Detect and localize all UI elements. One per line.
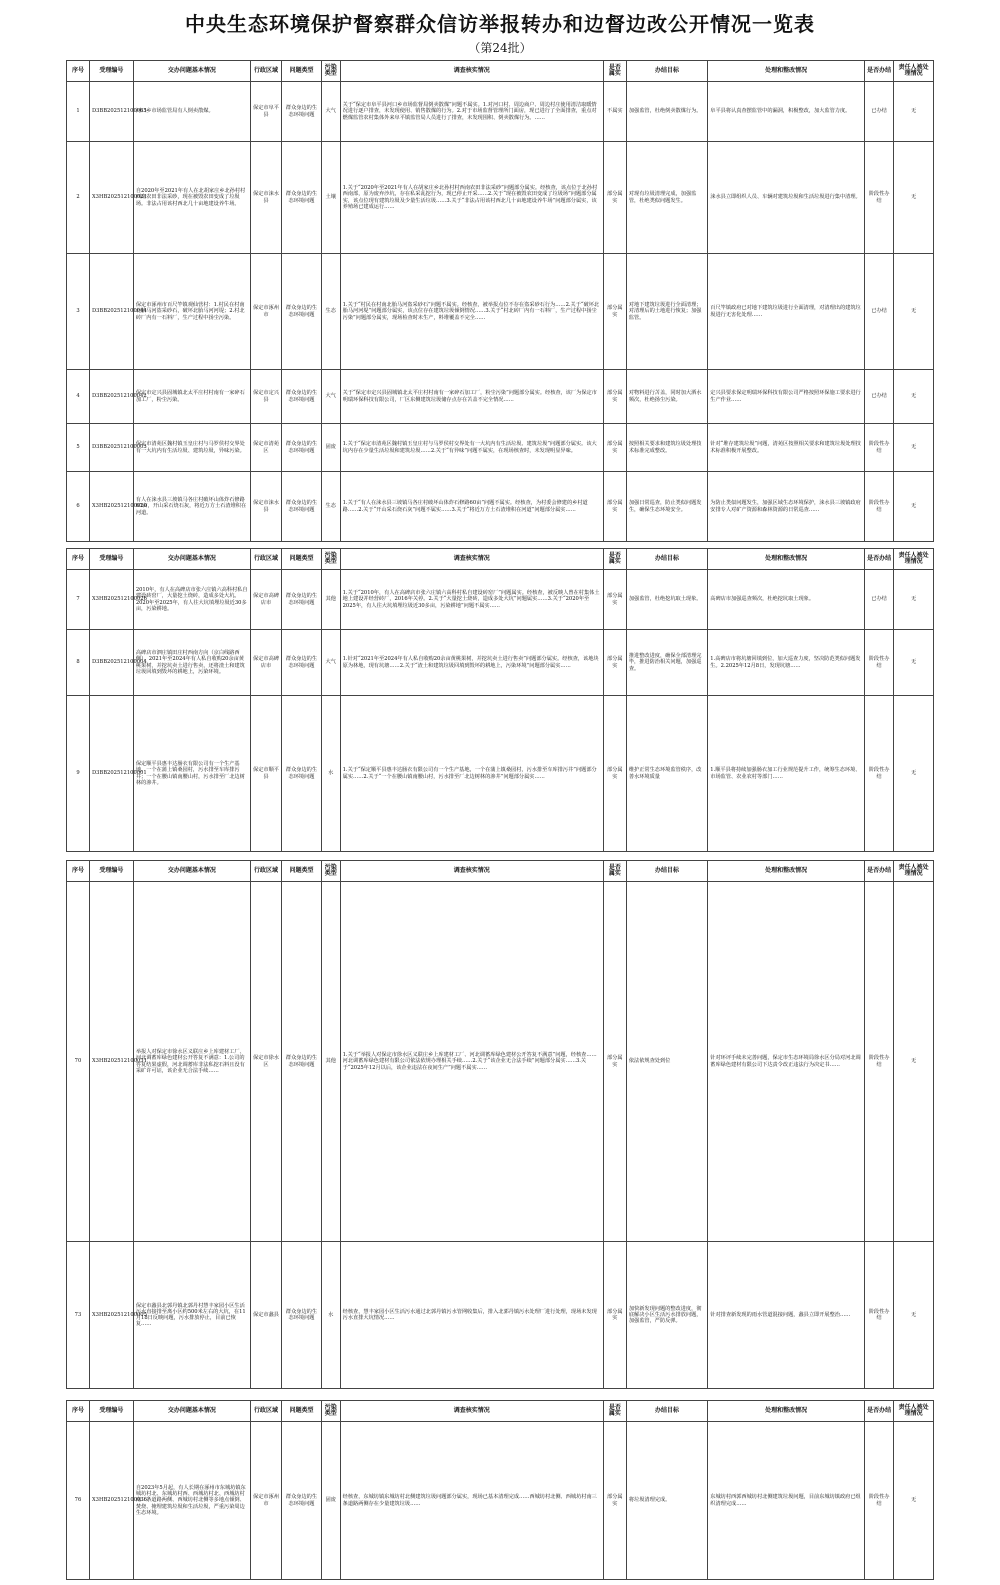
cell-type: 群众身边的生态环境问题 [282,1422,322,1580]
column-header: 是否属实 [603,61,626,82]
column-header: 责任人被处理情况 [894,61,934,82]
column-header: 序号 [67,1401,90,1422]
column-header: 责任人被处理情况 [894,1401,934,1422]
cell-basic: 举报人对保定市徐水区义联庄乡上库建材工厂、河北调蓄库绿色建材公开答复不满意：1.公司的答复结果虚假，河北调蓄库非法私挖石料且没有采矿许可证，该企业无合法手续…… [133,882,250,1242]
cell-true: 部分属实 [603,1422,626,1580]
cell-done: 阶段性办结 [864,696,893,852]
cell-no: 1 [67,82,90,142]
table-block-1 [66,60,934,538]
cell-id: X3HB202512100020 [89,472,133,542]
table-block-2 [66,548,934,848]
cell-basic: 有人在涞水县三坡镇马各庄村破坏山体炸石修路60亩，开山采石烧石灰，将近万方土石渣堆积在河道。 [133,472,250,542]
cell-no: 6 [67,472,90,542]
column-header: 问题类型 [282,549,322,570]
cell-type: 群众身边的生态环境问题 [282,142,322,254]
column-header: 调查核实情况 [340,61,603,82]
table-block-3 [66,860,934,1385]
cell-invest: 1.关于“有人在涞水县三坡镇马各庄村破坏山体炸石修路60亩”问题不属实。经核查，为村委会修建的乡村道路……2.关于“开山采石烧石灰”问题不属实……3.关于“将近万方土石渣堆积在河道”问题部分属实…… [340,472,603,542]
disclosure-table [66,60,934,542]
cell-id: X3HB202512100005 [89,1242,133,1389]
column-header: 是否属实 [603,1401,626,1422]
cell-region: 保定市涞水县 [250,142,281,254]
cell-handle: 1.顺平县将持续加强肠衣加工行业规范提升工作，统筹生态环境、市场监管、农业农村等部门…… [708,696,865,852]
cell-type: 群众身边的生态环境问题 [282,696,322,852]
cell-pol: 生态 [321,472,340,542]
cell-invest: 1.关于“2020年至2021年有人在胡家庄乡北孙村村西南农田非法采砂”问题部分属实。经核查，该点位于北孙村西南部，原为废弃沙坑，存在私采乱挖行为，现已停止开采……2.关于“现在被毁农田变成了垃圾场”问题部分属实，该点位现有建筑垃圾及少量生活垃圾……3.关于“非法占用该村西北几十亩地建设养牛场”问题部分属实，该养殖场已建成运行…… [340,142,603,254]
cell-region: 保定市涿州市 [250,1422,281,1580]
table-row [67,254,934,370]
cell-basic: 保定市清苑区魏村镇玉皇庄村与马罗侯村交界处有一大坑内有生活垃圾、建筑垃圾，异味污染。 [133,424,250,472]
column-header: 办结目标 [626,549,707,570]
cell-pol: 大气 [321,370,340,424]
cell-handle: 针对“堆存建筑垃圾”问题，清苑区按照相关要求和建筑垃圾处理技术标准积极开展整改。 [708,424,865,472]
cell-resp: 无 [894,1242,934,1389]
cell-basic: 河口乡市场监管局有人倒卖散煤。 [133,82,250,142]
cell-id: X3HB202512100031 [89,882,133,1242]
cell-pol: 水 [321,696,340,852]
cell-invest: 1.关于“2010年，有人在高碑店市张六庄镇六高科村私自建设砖窑厂”问题属实。经核查，被反映人曾在村集体土地上建设并经营砖厂，2016年关停。2.关于“大量挖土烧砖，造成多处大坑”问题属实……3.关于“2020年至2025年，有人往大坑填埋垃圾近30多亩，污染耕地”问题不属实…… [340,570,603,630]
cell-goal: 加强日常巡查，防止类似问题发生，确保生态环境安全。 [626,472,707,542]
cell-done: 阶段性办结 [864,1242,893,1389]
cell-type: 群众身边的生态环境问题 [282,882,322,1242]
cell-no: 5 [67,424,90,472]
cell-no: 73 [67,1242,90,1389]
table-row [67,82,934,142]
column-header: 处理和整改情况 [708,1401,865,1422]
table-row [67,630,934,696]
cell-true: 部分属实 [603,882,626,1242]
cell-id: X3HB202512100026 [89,570,133,630]
cell-goal: 按照相关要求和建筑垃圾处理技术标准完成整改。 [626,424,707,472]
cell-basic: 保定顺平县惠丰达肠衣有限公司有一个生产基地，一个在蒲上镇桑园村，污水排至车库排污井；一个在腰山镇南腰山村，污水排至厂北边树林的渗井。 [133,696,250,852]
cell-basic: 2010年，有人在高碑店市张六庄镇六高科村私自建设砖窑厂，大量挖土烧砖，造成多处大坑。2020年至2025年，有人往大坑填埋垃圾近30多亩，污染耕地。 [133,570,250,630]
cell-no: 8 [67,630,90,696]
column-header: 责任人被处理情况 [894,861,934,882]
column-header: 处理和整改情况 [708,861,865,882]
cell-id: D3BB202512100044 [89,254,133,370]
column-header: 交办问题基本情况 [133,549,250,570]
cell-resp: 无 [894,142,934,254]
column-header: 序号 [67,61,90,82]
cell-handle: 百尺竿镇政府已对地下建筑垃圾进行全面清理，对清理出的建筑垃圾进行无害化处理…… [708,254,865,370]
cell-goal: 对现有垃圾清理完成，加强监管，杜绝类似问题发生。 [626,142,707,254]
cell-goal: 将垃圾清理完成。 [626,1422,707,1580]
cell-basic: 高碑店市泗庄镇田庄村西南方向（京白线路西侧），2021年至2024年有人私自收购20余亩黄桃果树，并挖坑卖土进行售卖，还将渣土和建筑垃圾回填到毁坏的耕地上，污染环境。 [133,630,250,696]
cell-basic: 自2023年5月起，有人长期在涿州市东城坊镇东城坊村北、东城坊村西、西城坊村北、西城坊村南三条道路两侧、西城坊村北侧等多地点倾倒、焚烧、掩埋建筑垃圾和生活垃圾，严重污染周边生态环境。 [133,1422,250,1580]
table-header-row [67,861,934,882]
cell-handle: 阜平县将认真查摆监管中的漏洞，积极整改，加大监管力度。 [708,82,865,142]
column-header: 调查核实情况 [340,549,603,570]
cell-handle: 高碑店市加强巡查频次，杜绝挖坑取土现象。 [708,570,865,630]
cell-goal: 对物料进行苫盖，同时加大洒水频次，杜绝扬尘污染。 [626,370,707,424]
cell-region: 保定市阜平县 [250,82,281,142]
cell-done: 已办结 [864,254,893,370]
cell-done: 阶段性办结 [864,472,893,542]
cell-resp: 无 [894,472,934,542]
table-row [67,142,934,254]
cell-true: 部分属实 [603,630,626,696]
column-header: 行政区域 [250,1401,281,1422]
cell-invest: 关于“保定市阜平县河口乡市场监督局倒卖散煤”问题不属实。1.对河口村、周边商户、周边村庄使用清洁取暖情况进行逐户排查，未发现使用、销售散煤的行为。2.对于市场监督管理所门面房，现已进行了全面排查，重点对燃煤监管农村集体外来阜平镇监管局人员进行了排查，未发现囤积、倒卖散煤行为。…… [340,82,603,142]
column-header: 是否属实 [603,549,626,570]
column-header: 行政区域 [250,549,281,570]
cell-no: 7 [67,570,90,630]
cell-goal: 依法依规查处到位 [626,882,707,1242]
cell-pol: 固废 [321,1422,340,1580]
cell-true: 部分属实 [603,370,626,424]
cell-invest: 经核查，慧丰家园小区生活污水通过北郭丹镇污水管网收集后，排入北郭丹镇污水处理厂进行处理，现场未发现污水直排大坑情况…… [340,1242,603,1389]
cell-no: 2 [67,142,90,254]
cell-invest: 1.关于“保定顺平县惠丰达肠衣有限公司有一个生产基地，一个在蒲上镇桑园村，污水排至车库排污井”问题部分属实……2.关于“一个在腰山镇南腰山村，污水排至厂北边树林的渗井”问题部分属实…… [340,696,603,852]
cell-resp: 无 [894,370,934,424]
column-header: 处理和整改情况 [708,549,865,570]
cell-done: 阶段性办结 [864,630,893,696]
column-header: 序号 [67,861,90,882]
cell-pol: 其他 [321,570,340,630]
cell-handle: 针对环评手续未完善问题，保定市生态环境局徐水区分局对河北调蓄库绿色建材有限公司下达责令改正违法行为决定书…… [708,882,865,1242]
table-row [67,1422,934,1580]
cell-done: 已办结 [864,570,893,630]
cell-goal: 加强监管，杜绝倒卖散煤行为。 [626,82,707,142]
cell-handle: 涞水县立即组织人员、车辆对建筑垃圾和生活垃圾进行集中清理。 [708,142,865,254]
cell-true: 部分属实 [603,254,626,370]
page-title: 中央生态环境保护督察群众信访举报转办和边督边改公开情况一览表 [185,12,815,36]
cell-region: 保定市高碑店市 [250,630,281,696]
cell-handle: 东城坊村西郭西城坊村北侧建筑垃圾问题，目前东城坊镇政府已组织清理完成…… [708,1422,865,1580]
cell-done: 阶段性办结 [864,424,893,472]
cell-basic: 自2020年至2021年有人在北胡家庄乡北孙村村西南农田非法采砂，现在被毁农田变成了垃圾场。非法占用该村西北几十亩地建设养牛场。 [133,142,250,254]
cell-resp: 无 [894,570,934,630]
cell-region: 保定市徐水区 [250,882,281,1242]
column-header: 污染类型 [321,861,340,882]
column-header: 是否办结 [864,861,893,882]
cell-id: D3BB202512100003 [89,424,133,472]
cell-no: 4 [67,370,90,424]
cell-handle: 定兴县要求保定明瑞环保科技有限公司严格按照环保施工要求进行生产作业…… [708,370,865,424]
cell-region: 保定市顺平县 [250,696,281,852]
cell-true: 部分属实 [603,472,626,542]
cell-resp: 无 [894,424,934,472]
table-row [67,370,934,424]
cell-true: 部分属实 [603,1242,626,1389]
cell-invest: 1.针对“2021年至2024年有人私自收购20余亩黄桃果树，并挖坑卖土进行售卖”问题部分属实。经核查，该地块原为林地，现有坑塘……2.关于“渣土和建筑垃圾回填到毁坏的耕地上，污染环境”问题部分属实…… [340,630,603,696]
disclosure-table [66,1400,934,1580]
column-header: 交办问题基本情况 [133,1401,250,1422]
cell-no: 76 [67,1422,90,1580]
cell-region: 保定市涞水县 [250,472,281,542]
table-row [67,472,934,542]
page-header [0,8,1000,56]
cell-pol: 土壤 [321,142,340,254]
column-header: 办结目标 [626,861,707,882]
cell-basic: 保定市蠡县北郭丹镇北郭丹村慧丰家园小区生活污水直接排至离小区约500米左右的大坑，在11月18日反映问题，污水排放停止，目前已恢复…… [133,1242,250,1389]
cell-pol: 大气 [321,82,340,142]
cell-type: 群众身边的生态环境问题 [282,424,322,472]
cell-done: 阶段性办结 [864,1422,893,1580]
cell-type: 群众身边的生态环境问题 [282,570,322,630]
cell-pol: 固废 [321,424,340,472]
cell-id: D3BB202512100001 [89,696,133,852]
cell-no: 70 [67,882,90,1242]
cell-id: D3BB202512100004 [89,630,133,696]
table-row [67,1242,934,1389]
cell-type: 群众身边的生态环境问题 [282,472,322,542]
cell-id: D3BB202512100042 [89,370,133,424]
column-header: 问题类型 [282,61,322,82]
cell-type: 群众身边的生态环境问题 [282,254,322,370]
cell-done: 已办结 [864,370,893,424]
cell-region: 保定市高碑店市 [250,570,281,630]
cell-id: D3BB202512100065 [89,82,133,142]
cell-invest: 经核查，东城坊镇东城坊村北侧建筑垃圾问题部分属实，现场已基本清理完成……西城坊村北侧、西城坊村南三条道路两侧存在少量建筑垃圾…… [340,1422,603,1580]
column-header: 受理编号 [89,549,133,570]
column-header: 调查核实情况 [340,1401,603,1422]
cell-handle: 为防止类似问题发生，加强区域生态环境保护，涞水县三坡镇政府安排专人对矿产资源和森林资源的日常巡查…… [708,472,865,542]
cell-invest: 1.关于“保定市清苑区魏村镇玉皇庄村与马罗侯村交界处有一大坑内有生活垃圾、建筑垃圾”问题部分属实。该大坑内存在少量生活垃圾和建筑垃圾……2.关于“有异味”问题不属实，在现场核查时，未发现明显异味。 [340,424,603,472]
cell-true: 部分属实 [603,570,626,630]
table-header-row [67,549,934,570]
table-row [67,570,934,630]
cell-goal: 加快新发现问题的整改进度，彻底解决小区生活污水排放问题，加强监管，严防反弹。 [626,1242,707,1389]
column-header: 办结目标 [626,1401,707,1422]
cell-region: 保定市蠡县 [250,1242,281,1389]
cell-basic: 保定市涿州市百尺竿镇观仙营村：1.村民在村南北胎马河盗采砂石，破坏北胎马河河堤；2.村北砖厂内有一石料厂，生产过程中扬尘污染。 [133,254,250,370]
cell-done: 已办结 [864,82,893,142]
page-subtitle: （第24批） [468,41,532,55]
column-header: 污染类型 [321,61,340,82]
column-header: 污染类型 [321,549,340,570]
cell-region: 保定市定兴县 [250,370,281,424]
column-header: 是否属实 [603,861,626,882]
cell-done: 阶段性办结 [864,882,893,1242]
cell-handle: 针对排查新发现的雨水管道混接问题，蠡县立即开展整治…… [708,1242,865,1389]
cell-type: 群众身边的生态环境问题 [282,630,322,696]
table-header-row [67,1401,934,1422]
column-header: 受理编号 [89,61,133,82]
cell-resp: 无 [894,254,934,370]
cell-resp: 无 [894,82,934,142]
column-header: 行政区域 [250,61,281,82]
column-header: 污染类型 [321,1401,340,1422]
column-header: 责任人被处理情况 [894,549,934,570]
cell-goal: 推进整改进度，确保全部清理完毕，推进防治相关问题，加强巡查。 [626,630,707,696]
cell-true: 部分属实 [603,696,626,852]
cell-goal: 加强监管，杜绝挖坑取土现象。 [626,570,707,630]
table-header-row [67,61,934,82]
cell-invest: 1.关于“举报人对保定市徐水区义联庄乡上库建材工厂、河北调蓄库绿色建材公开答复不满意”问题，经核查……河北调蓄库绿色建材有限公司依法依规办理相关手续……2.关于“该企业无合法手续”问题部分属实……3.关于“2025年12月以后，该企业违法在夜间生产”问题不属实…… [340,882,603,1242]
cell-true: 不属实 [603,82,626,142]
column-header: 交办问题基本情况 [133,861,250,882]
cell-done: 阶段性办结 [864,142,893,254]
table-row [67,882,934,1242]
cell-goal: 对地下建筑垃圾进行全面清理；对清理后的土地进行恢复；加强监管。 [626,254,707,370]
column-header: 行政区域 [250,861,281,882]
cell-type: 群众身边的生态环境问题 [282,82,322,142]
cell-pol: 大气 [321,630,340,696]
cell-type: 群众身边的生态环境问题 [282,370,322,424]
column-header: 处理和整改情况 [708,61,865,82]
cell-id: X3HB202512100021 [89,142,133,254]
disclosure-table [66,548,934,852]
column-header: 是否办结 [864,549,893,570]
cell-handle: 1.高碑店市将坑塘回填到位，加大巡查力度，坚决防范类似问题发生。2.2025年12月8日，发现坑塘…… [708,630,865,696]
cell-pol: 水 [321,1242,340,1389]
cell-resp: 无 [894,696,934,852]
cell-pol: 其他 [321,882,340,1242]
cell-no: 3 [67,254,90,370]
cell-resp: 无 [894,630,934,696]
cell-region: 保定市清苑区 [250,424,281,472]
column-header: 问题类型 [282,861,322,882]
cell-pol: 生态 [321,254,340,370]
cell-true: 部分属实 [603,142,626,254]
table-row [67,424,934,472]
column-header: 问题类型 [282,1401,322,1422]
cell-goal: 维护正常生态环境监管秩序，改善水环境质量 [626,696,707,852]
cell-basic: 保定市定兴县固城镇北太平庄村村南有一家碎石加工厂，粉尘污染。 [133,370,250,424]
column-header: 办结目标 [626,61,707,82]
cell-resp: 无 [894,882,934,1242]
cell-type: 群众身边的生态环境问题 [282,1242,322,1389]
table-block-4 [66,1400,934,1576]
disclosure-table [66,860,934,1389]
column-header: 调查核实情况 [340,861,603,882]
column-header: 受理编号 [89,1401,133,1422]
column-header: 受理编号 [89,861,133,882]
cell-id: X3HB202512100036 [89,1422,133,1580]
cell-resp: 无 [894,1422,934,1580]
cell-no: 9 [67,696,90,852]
cell-invest: 1.关于“村民在村南北胎马河盗采砂石”问题不属实。经核查，被举报点位不存在盗采砂石行为……2.关于“破坏北胎马河河堤”问题部分属实，该点位存在建筑垃圾倾倒情况……3.关于“村北砖厂内有一石料厂，生产过程中扬尘污染”问题部分属实，现场检查时未生产，料堆覆盖不完全…… [340,254,603,370]
column-header: 序号 [67,549,90,570]
cell-region: 保定市涿州市 [250,254,281,370]
column-header: 交办问题基本情况 [133,61,250,82]
table-row [67,696,934,852]
cell-true: 部分属实 [603,424,626,472]
column-header: 是否办结 [864,1401,893,1422]
cell-invest: 关于“保定市定兴县固城镇北太平庄村村南有一家碎石加工厂，粉尘污染”问题部分属实。经核查，该厂为保定市明瑞环保科技有限公司，厂区东侧建筑垃圾储存点存在苫盖不完全情况…… [340,370,603,424]
column-header: 是否办结 [864,61,893,82]
